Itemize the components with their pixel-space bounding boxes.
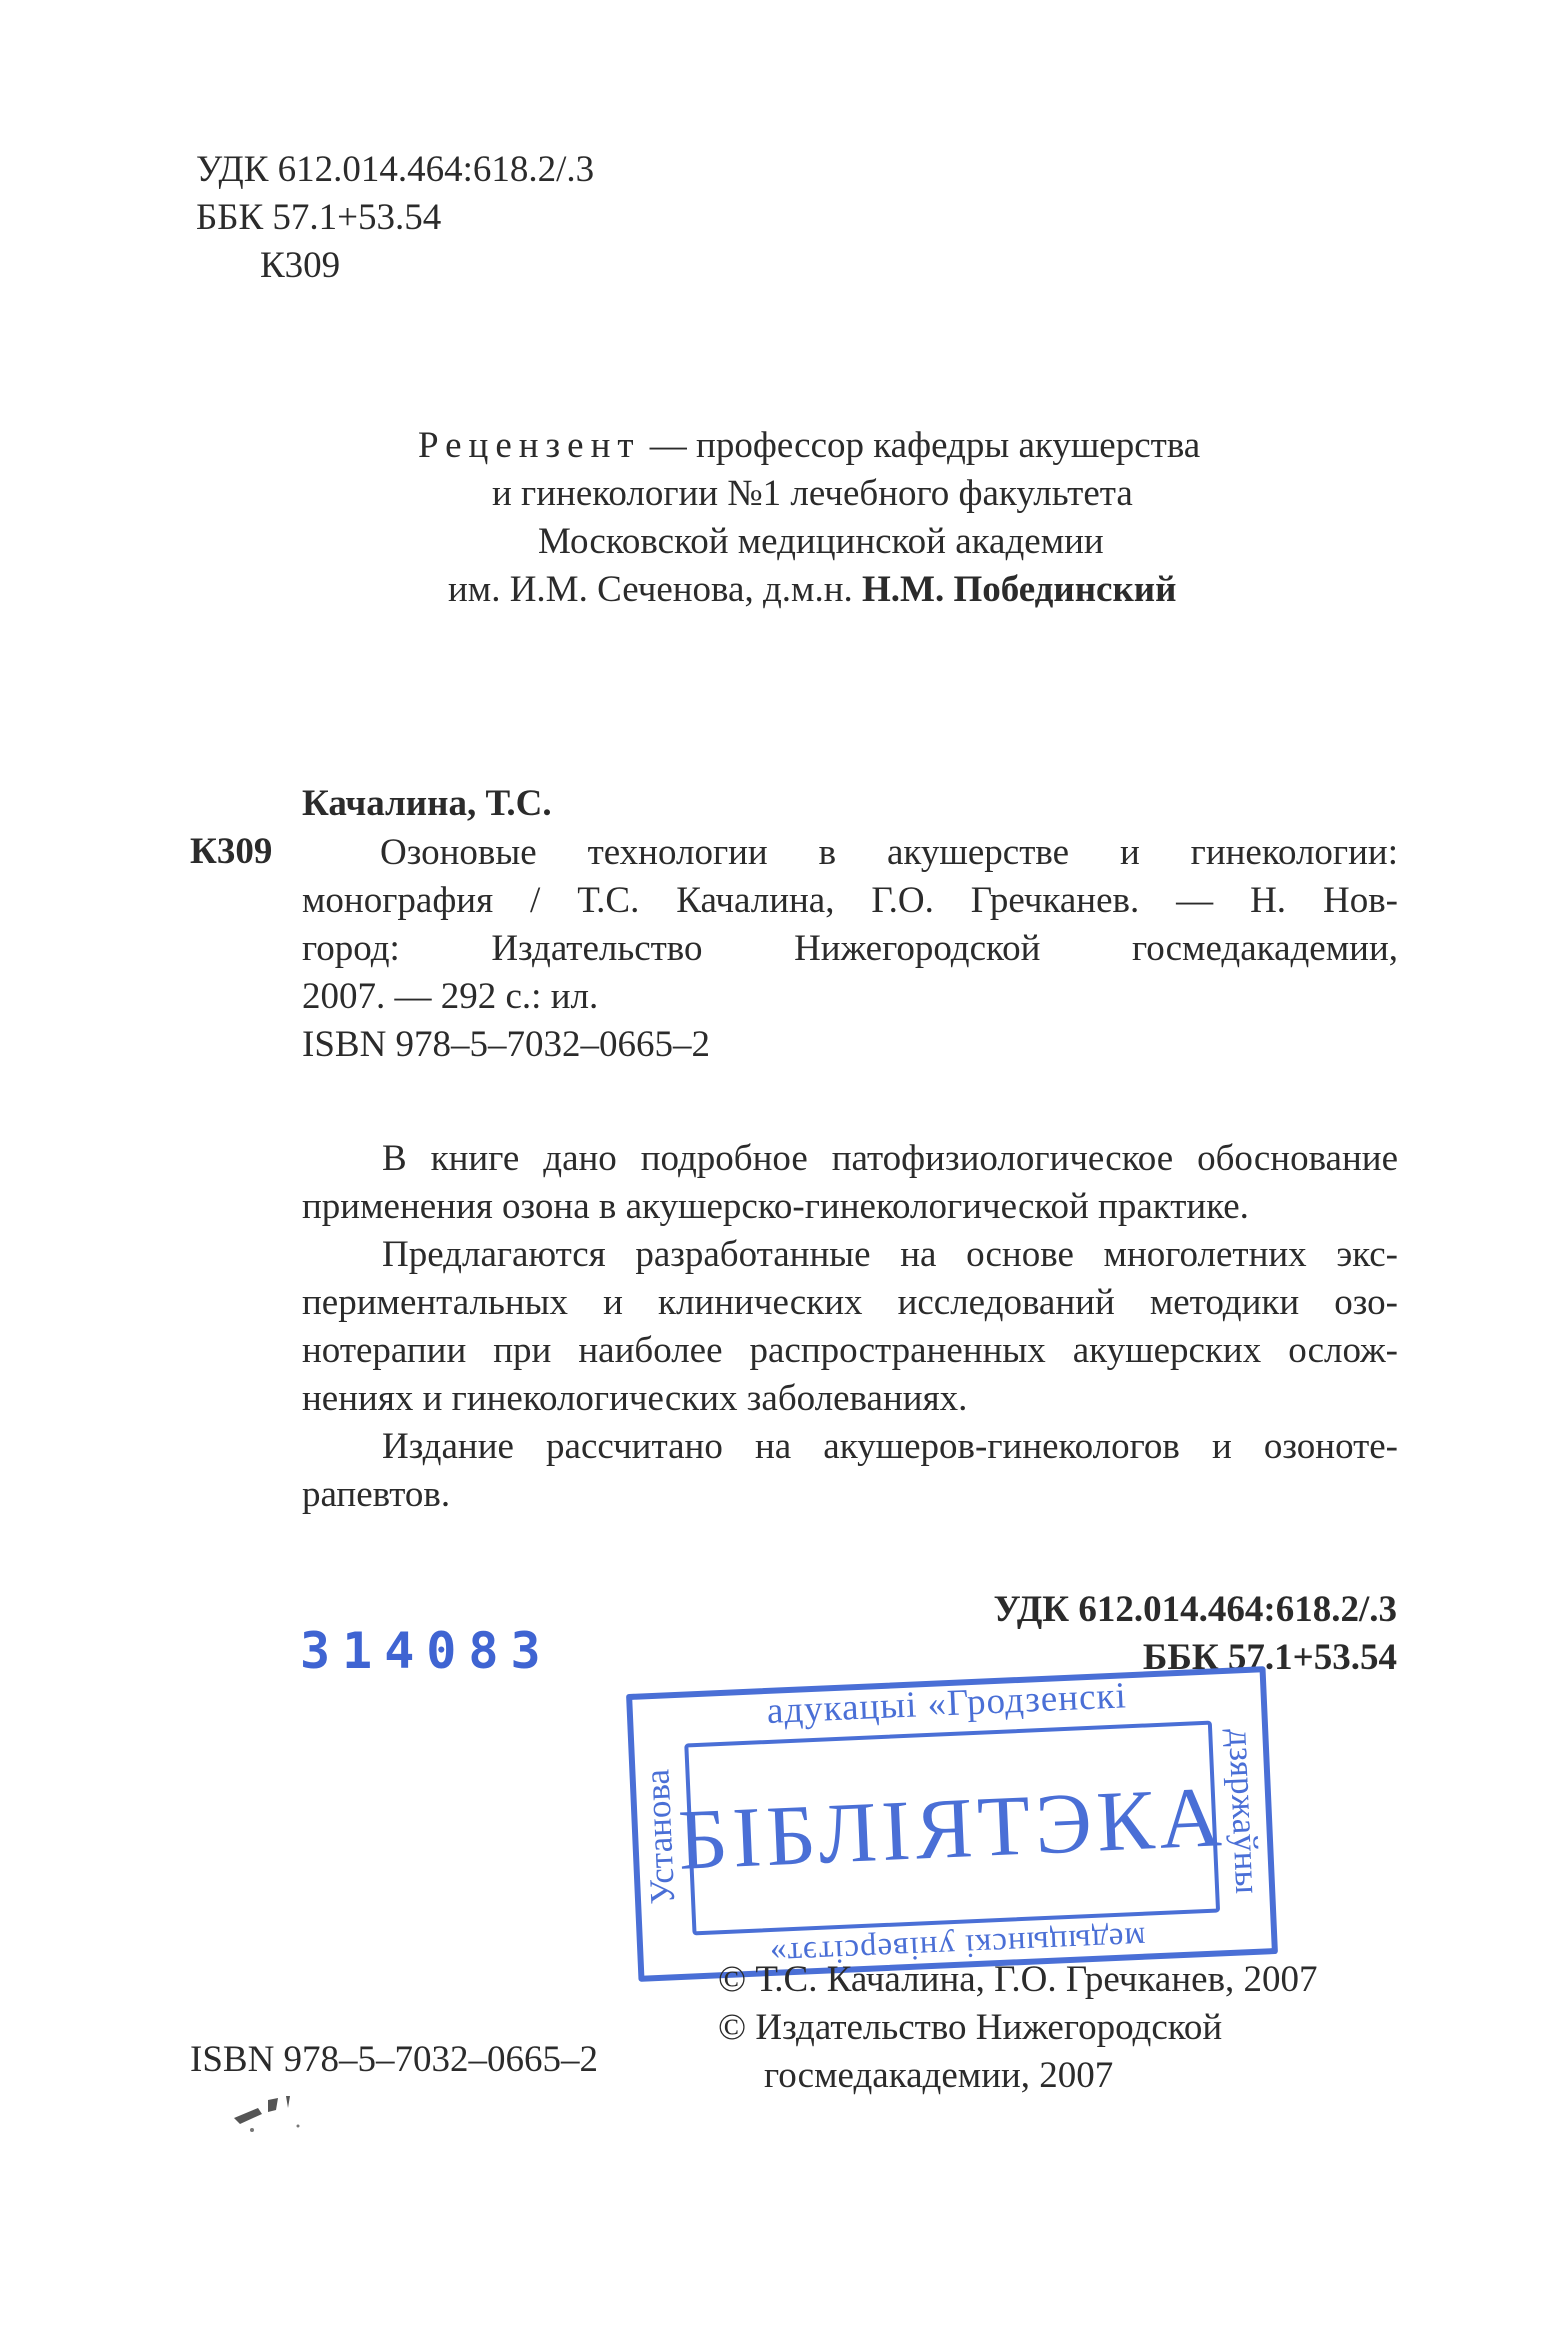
copyright-publisher-line-2: госмедакадемии, 2007 <box>764 2055 1114 2096</box>
reviewer-line-4 <box>448 568 1176 612</box>
reviewer-name: Н.М. Побединский <box>862 569 1177 610</box>
reviewer-role: — профессор кафедры акушерства <box>640 425 1201 466</box>
reviewer-affiliation: им. И.М. Сеченова, д.м.н. <box>448 569 862 610</box>
stamp-right-text: дзяржаўны <box>1221 1727 1268 1895</box>
author-mark-top: К309 <box>260 245 341 286</box>
reviewer-line-1 <box>418 424 1200 468</box>
entry-line-4: 2007. — 292 с.: ил. <box>302 976 599 1017</box>
entry-mark: К309 <box>190 831 273 872</box>
stamp-left-text: Установа <box>637 1768 683 1906</box>
entry-author: Качалина, Т.С. <box>302 783 552 824</box>
reviewer-label: Рецензент <box>418 425 641 466</box>
annotation-p1-line-2: применения озона в акушерско-гинекологической практике. <box>302 1186 1249 1227</box>
bbk-top: ББК 57.1+53.54 <box>196 197 442 238</box>
annotation-p2-line-4: нениях и гинекологических заболеваниях. <box>302 1378 968 1419</box>
udk-top: УДК 612.014.464:618.2/.3 <box>196 149 595 190</box>
entry-line-2: монография / Т.С. Качалина, Г.О. Гречканев. — Н. Нов- <box>302 880 1398 921</box>
annotation-p2-line-3: нотерапии при наиболее распространенных акушерских ослож- <box>302 1330 1398 1371</box>
entry-line-1: Озоновые технологии в акушерстве и гинекологии: <box>380 832 1398 873</box>
annotation-p3-line-1: Издание рассчитано на акушеров-гинекологов и озоноте- <box>382 1426 1398 1467</box>
entry-line-3: город: Издательство Нижегородской госмедакадемии, <box>302 928 1398 969</box>
inventory-number: 314083 <box>300 1622 553 1680</box>
bbk-bottom: ББК 57.1+53.54 <box>1142 1637 1397 1678</box>
annotation-p2-line-2: периментальных и клинических исследований методики озо- <box>302 1282 1398 1323</box>
stamp-bottom-text: медыцынскі універсітэт» <box>768 1919 1147 1973</box>
isbn-bottom: ISBN 978–5–7032–0665–2 <box>190 2039 599 2080</box>
annotation-p1-line-1: В книге дано подробное патофизиологическое обоснование <box>382 1138 1398 1179</box>
stamp-title: БІБЛІЯТЭКА <box>676 1768 1229 1888</box>
annotation-p2-line-1: Предлагаются разработанные на основе многолетних экс- <box>382 1234 1398 1275</box>
stamp-top-text: адукацыі «Гродзенскі <box>765 1675 1128 1732</box>
udk-bottom: УДК 612.014.464:618.2/.3 <box>993 1589 1397 1630</box>
copyright-publisher-line-1: © Издательство Нижегородской <box>718 2007 1223 2048</box>
reviewer-line-3: Московской медицинской академии <box>538 521 1104 562</box>
library-stamp <box>626 1666 1278 1982</box>
entry-isbn: ISBN 978–5–7032–0665–2 <box>302 1024 711 1065</box>
reviewer-line-2: и гинекологии №1 лечебного факультета <box>492 473 1133 514</box>
ink-specks <box>228 2078 318 2138</box>
copyright-authors: © Т.С. Качалина, Г.О. Гречканев, 2007 <box>718 1959 1318 2000</box>
annotation-p3-line-2: рапевтов. <box>302 1474 451 1515</box>
